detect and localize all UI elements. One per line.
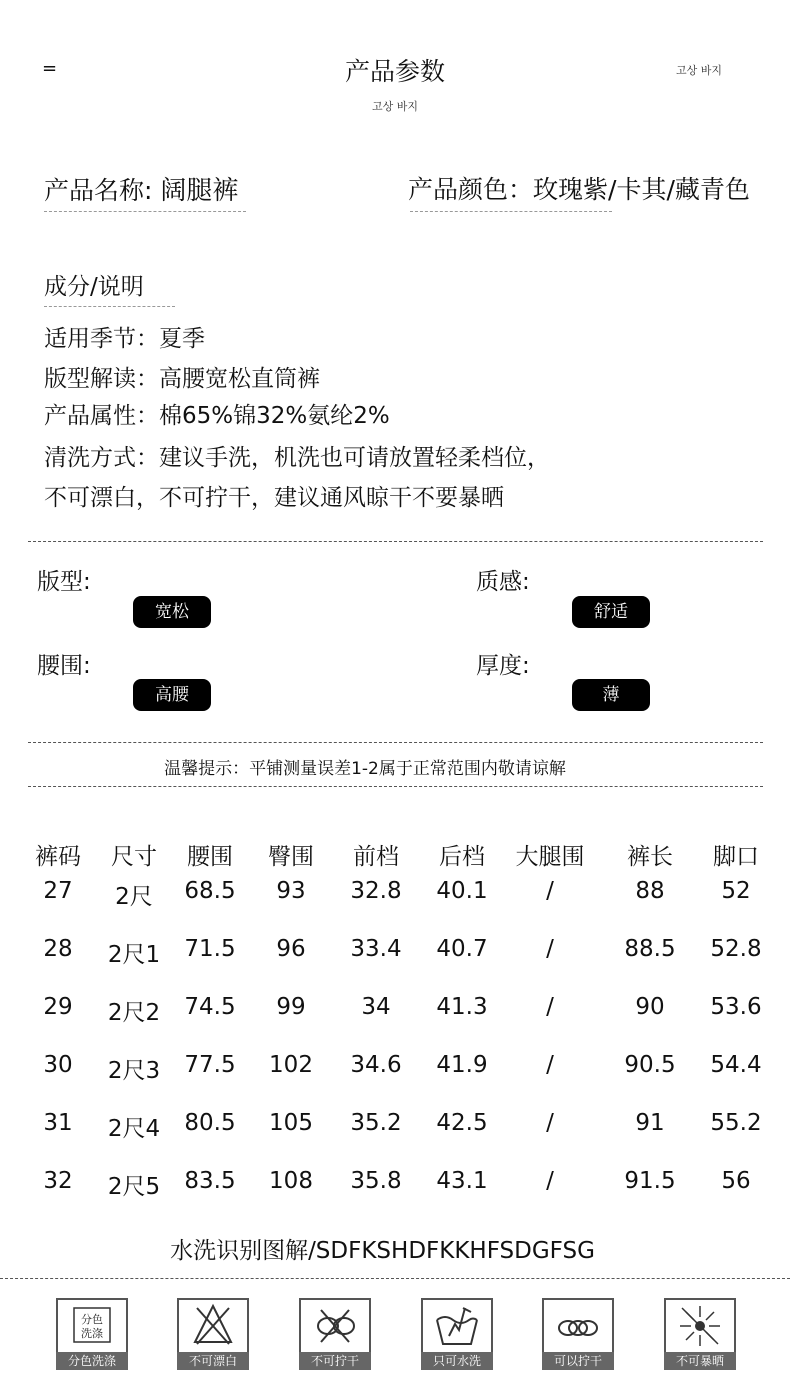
table-cell: 30 xyxy=(43,1052,73,1078)
no-wring-icon xyxy=(301,1300,369,1350)
table-cell: 108 xyxy=(269,1168,313,1194)
attr-thickness-badge: 薄 xyxy=(572,679,650,711)
attr-fit-badge: 宽松 xyxy=(133,596,211,628)
attr-fit-label: 版型: xyxy=(37,569,91,595)
composition-underline xyxy=(44,306,175,307)
wash-guide-title: 水洗识别图解/SDFKSHDFKKHFSDGFSG xyxy=(170,1238,595,1264)
table-cell: 42.5 xyxy=(436,1110,488,1136)
table-cell: 2尺5 xyxy=(107,1174,161,1200)
wash-item xyxy=(421,1298,493,1370)
table-header-cell: 大腿围 xyxy=(515,844,585,870)
table-cell: 2尺 xyxy=(115,884,153,910)
table-cell: 99 xyxy=(276,994,306,1020)
table-cell: / xyxy=(546,1052,554,1078)
table-header-cell: 腰围 xyxy=(187,844,233,870)
table-cell: 105 xyxy=(269,1110,313,1136)
table-header-cell: 尺寸 xyxy=(111,844,157,870)
wash-label: 不可漂白 xyxy=(177,1352,249,1370)
table-header-cell: 裤长 xyxy=(627,844,673,870)
table-cell: 34 xyxy=(361,994,391,1020)
product-color-value: 玫瑰紫/卡其/藏青色 xyxy=(533,175,750,204)
table-cell: 56 xyxy=(721,1168,751,1194)
wash-item xyxy=(56,1298,128,1370)
header-brand-text: 고상 바지 xyxy=(676,64,723,77)
menu-mark: = xyxy=(42,58,58,79)
product-color-label: 产品颜色： xyxy=(408,175,534,204)
table-cell: 88 xyxy=(635,878,665,904)
table-header-cell: 脚口 xyxy=(713,844,759,870)
table-cell: 27 xyxy=(43,878,73,904)
composition-line: 不可漂白，不可拧干，建议通风晾干不要暴晒 xyxy=(44,485,504,511)
table-cell: 54.4 xyxy=(710,1052,762,1078)
table-cell: / xyxy=(546,936,554,962)
table-cell: / xyxy=(546,1168,554,1194)
composition-line: 清洗方式：建议手洗，机洗也可请放置轻柔档位， xyxy=(44,445,550,471)
table-cell: 35.8 xyxy=(350,1168,402,1194)
attr-texture-badge: 舒适 xyxy=(572,596,650,628)
table-header-cell: 臀围 xyxy=(268,844,314,870)
table-cell: 2尺2 xyxy=(107,1000,161,1026)
table-cell: 71.5 xyxy=(184,936,236,962)
table-cell: 2尺1 xyxy=(107,942,161,968)
table-cell: 93 xyxy=(276,878,306,904)
wash-item xyxy=(299,1298,371,1370)
measurement-tip: 温馨提示：平铺测量误差1-2属于正常范围内敬请谅解 xyxy=(164,759,566,779)
table-header-cell: 裤码 xyxy=(35,844,81,870)
table-cell: 102 xyxy=(269,1052,313,1078)
table-cell: 41.3 xyxy=(436,994,488,1020)
table-cell: 40.7 xyxy=(436,936,488,962)
wring-icon xyxy=(544,1300,612,1350)
tip-divider-bottom xyxy=(28,786,763,787)
svg-text:分色: 分色 xyxy=(81,1313,103,1326)
wash-label: 不可拧干 xyxy=(299,1352,371,1370)
table-cell: 77.5 xyxy=(184,1052,236,1078)
composition-line: 产品属性：棉65%锦32%氨纶2% xyxy=(44,403,390,429)
table-cell: 2尺4 xyxy=(107,1116,161,1142)
wash-label: 不可暴晒 xyxy=(664,1352,736,1370)
table-cell: 68.5 xyxy=(184,878,236,904)
table-cell: 91.5 xyxy=(624,1168,676,1194)
no-bleach-icon xyxy=(179,1300,247,1350)
no-sun-icon xyxy=(666,1300,734,1350)
wash-label: 只可水洗 xyxy=(421,1352,493,1370)
separate-colors-icon xyxy=(58,1300,126,1350)
table-cell: 90 xyxy=(635,994,665,1020)
table-cell: / xyxy=(546,994,554,1020)
table-cell: 83.5 xyxy=(184,1168,236,1194)
product-color-underline xyxy=(410,211,612,212)
section-divider xyxy=(28,541,763,542)
table-cell: 74.5 xyxy=(184,994,236,1020)
wash-item xyxy=(664,1298,736,1370)
table-cell: 40.1 xyxy=(436,878,488,904)
page-subtitle: 고상 바지 xyxy=(371,100,418,113)
composition-line: 版型解读：高腰宽松直筒裤 xyxy=(44,366,320,392)
svg-text:洗涤: 洗涤 xyxy=(81,1327,103,1340)
table-cell: 31 xyxy=(43,1110,73,1136)
table-cell: 52 xyxy=(721,878,751,904)
composition-heading: 成分/说明 xyxy=(44,274,144,300)
composition-line: 适用季节：夏季 xyxy=(44,326,205,352)
table-cell: 41.9 xyxy=(436,1052,488,1078)
table-cell: 90.5 xyxy=(624,1052,676,1078)
table-cell: 32 xyxy=(43,1168,73,1194)
page-title: 产品参数 xyxy=(344,57,445,86)
attr-waist-badge: 高腰 xyxy=(133,679,211,711)
wash-divider xyxy=(0,1278,790,1279)
table-cell: 32.8 xyxy=(350,878,402,904)
table-cell: 53.6 xyxy=(710,994,762,1020)
product-name-underline xyxy=(44,211,246,212)
table-cell: 2尺3 xyxy=(107,1058,161,1084)
product-name-value: 阔腿裤 xyxy=(160,176,239,206)
wash-label: 分色洗涤 xyxy=(56,1352,128,1370)
table-header-cell: 前档 xyxy=(353,844,399,870)
table-cell: 52.8 xyxy=(710,936,762,962)
table-cell: 55.2 xyxy=(710,1110,762,1136)
product-name xyxy=(44,170,238,207)
table-cell: 28 xyxy=(43,936,73,962)
table-cell: / xyxy=(546,878,554,904)
tip-divider-top xyxy=(28,742,763,743)
product-color xyxy=(408,170,750,206)
table-cell: 33.4 xyxy=(350,936,402,962)
table-cell: 34.6 xyxy=(350,1052,402,1078)
hand-wash-icon xyxy=(423,1300,491,1350)
product-name-label: 产品名称: xyxy=(44,176,153,205)
attr-waist-label: 腰围: xyxy=(37,653,91,679)
table-cell: 96 xyxy=(276,936,306,962)
wash-label: 可以拧干 xyxy=(542,1352,614,1370)
attr-thickness-label: 厚度: xyxy=(476,653,530,679)
table-cell: 80.5 xyxy=(184,1110,236,1136)
wash-item xyxy=(542,1298,614,1370)
table-cell: 88.5 xyxy=(624,936,676,962)
wash-item xyxy=(177,1298,249,1370)
table-cell: 35.2 xyxy=(350,1110,402,1136)
attr-texture-label: 质感: xyxy=(476,569,530,595)
table-header-cell: 后档 xyxy=(439,844,485,870)
table-cell: 43.1 xyxy=(436,1168,488,1194)
table-cell: 91 xyxy=(635,1110,665,1136)
table-cell: / xyxy=(546,1110,554,1136)
table-cell: 29 xyxy=(43,994,73,1020)
